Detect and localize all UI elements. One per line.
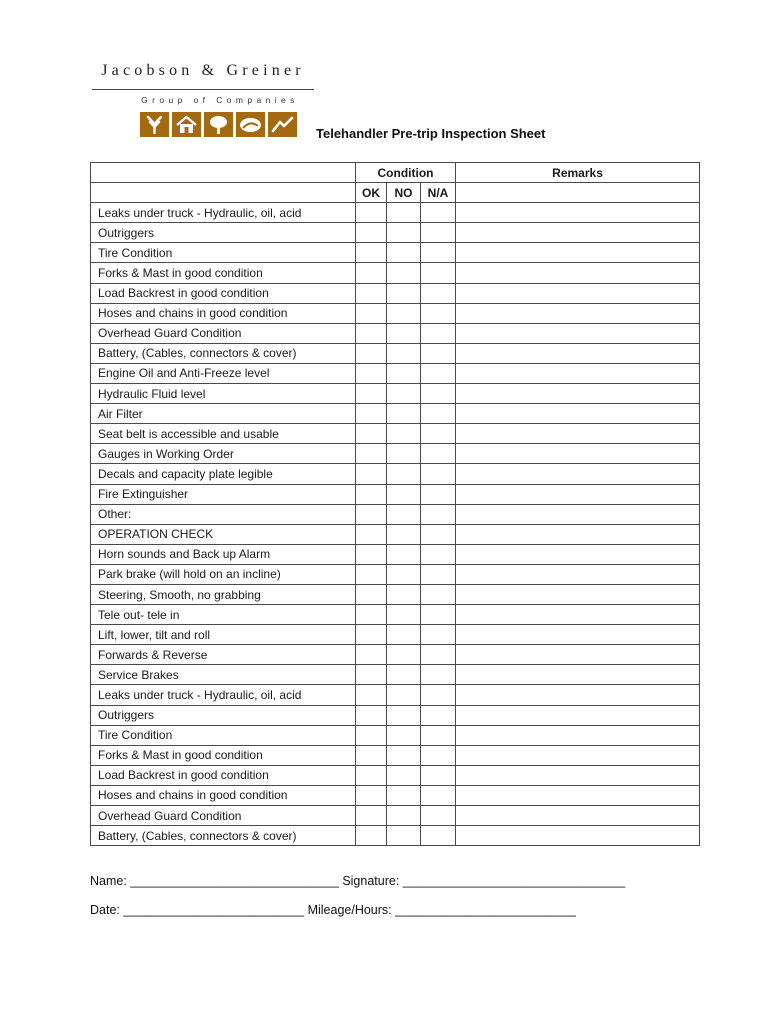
table-row <box>91 564 700 584</box>
remarks-cell[interactable] <box>456 404 700 424</box>
ok-checkbox-cell[interactable] <box>356 605 387 625</box>
remarks-cell[interactable] <box>456 806 700 826</box>
name-signature-line: Name: ______________________________ Signature: ________________________________ <box>90 874 626 888</box>
ok-checkbox-cell[interactable] <box>356 665 387 685</box>
ok-checkbox-cell[interactable] <box>356 223 387 243</box>
remarks-cell[interactable] <box>456 785 700 805</box>
na-checkbox-cell[interactable] <box>421 484 456 504</box>
ok-checkbox-cell[interactable] <box>356 685 387 705</box>
condition-header: Condition <box>356 163 456 183</box>
ok-checkbox-cell[interactable] <box>356 464 387 484</box>
ok-checkbox-cell[interactable] <box>356 544 387 564</box>
header-row-condition <box>91 163 700 183</box>
document-title: Telehandler Pre-trip Inspection Sheet <box>316 126 546 141</box>
inspection-item-label: Hydraulic Fluid level <box>91 384 356 404</box>
remarks-cell[interactable] <box>456 665 700 685</box>
ok-checkbox-cell[interactable] <box>356 343 387 363</box>
no-checkbox-cell[interactable] <box>387 203 421 223</box>
table-row <box>91 826 700 846</box>
ok-checkbox-cell[interactable] <box>356 424 387 444</box>
table-row <box>91 524 700 544</box>
inspection-item-label: Tele out- tele in <box>91 605 356 625</box>
na-checkbox-cell[interactable] <box>421 745 456 765</box>
na-checkbox-cell[interactable] <box>421 584 456 604</box>
remarks-cell[interactable] <box>456 303 700 323</box>
na-checkbox-cell[interactable] <box>421 363 456 383</box>
remarks-cell[interactable] <box>456 223 700 243</box>
no-checkbox-cell[interactable] <box>387 665 421 685</box>
no-checkbox-cell[interactable] <box>387 745 421 765</box>
header-blank-cell <box>91 163 356 183</box>
no-checkbox-cell[interactable] <box>387 645 421 665</box>
table-row <box>91 323 700 343</box>
ok-checkbox-cell[interactable] <box>356 444 387 464</box>
no-checkbox-cell[interactable] <box>387 223 421 243</box>
inspection-item-label: Battery, (Cables, connectors & cover) <box>91 343 356 363</box>
no-checkbox-cell[interactable] <box>387 544 421 564</box>
na-checkbox-cell[interactable] <box>421 404 456 424</box>
inspection-item-label: Steering, Smooth, no grabbing <box>91 584 356 604</box>
table-row <box>91 665 700 685</box>
inspection-item-label: Forks & Mast in good condition <box>91 263 356 283</box>
table-row <box>91 303 700 323</box>
table-row <box>91 243 700 263</box>
remarks-cell[interactable] <box>456 564 700 584</box>
remarks-cell[interactable] <box>456 424 700 444</box>
remarks-cell[interactable] <box>456 444 700 464</box>
remarks-cell[interactable] <box>456 243 700 263</box>
table-row <box>91 444 700 464</box>
ok-checkbox-cell[interactable] <box>356 323 387 343</box>
no-column-header: NO <box>387 183 421 203</box>
table-row <box>91 645 700 665</box>
ok-checkbox-cell[interactable] <box>356 806 387 826</box>
no-checkbox-cell[interactable] <box>387 263 421 283</box>
remarks-cell[interactable] <box>456 765 700 785</box>
no-checkbox-cell[interactable] <box>387 384 421 404</box>
na-column-header: N/A <box>421 183 456 203</box>
na-checkbox-cell[interactable] <box>421 725 456 745</box>
ok-checkbox-cell[interactable] <box>356 203 387 223</box>
na-checkbox-cell[interactable] <box>421 303 456 323</box>
na-checkbox-cell[interactable] <box>421 524 456 544</box>
inspection-item-label: Battery, (Cables, connectors & cover) <box>91 826 356 846</box>
no-checkbox-cell[interactable] <box>387 605 421 625</box>
no-checkbox-cell[interactable] <box>387 363 421 383</box>
table-row <box>91 343 700 363</box>
no-checkbox-cell[interactable] <box>387 705 421 725</box>
inspection-item-label: OPERATION CHECK <box>91 524 356 544</box>
na-checkbox-cell[interactable] <box>421 625 456 645</box>
logo-divider <box>92 89 314 90</box>
table-row <box>91 424 700 444</box>
mountain-icon <box>236 112 265 137</box>
table-row <box>91 806 700 826</box>
inspection-item-label: Hoses and chains in good condition <box>91 303 356 323</box>
na-checkbox-cell[interactable] <box>421 384 456 404</box>
na-checkbox-cell[interactable] <box>421 564 456 584</box>
table-row <box>91 363 700 383</box>
header-blank-cell <box>91 183 356 203</box>
remarks-cell[interactable] <box>456 725 700 745</box>
no-checkbox-cell[interactable] <box>387 303 421 323</box>
house-icon <box>172 112 201 137</box>
inspection-item-label: Overhead Guard Condition <box>91 323 356 343</box>
na-checkbox-cell[interactable] <box>421 605 456 625</box>
ok-checkbox-cell[interactable] <box>356 564 387 584</box>
inspection-item-label: Park brake (will hold on an incline) <box>91 564 356 584</box>
ok-checkbox-cell[interactable] <box>356 645 387 665</box>
company-name: Jacobson & Greiner <box>101 62 305 79</box>
no-checkbox-cell[interactable] <box>387 806 421 826</box>
table-row <box>91 504 700 524</box>
na-checkbox-cell[interactable] <box>421 785 456 805</box>
no-checkbox-cell[interactable] <box>387 584 421 604</box>
remarks-cell[interactable] <box>456 323 700 343</box>
table-row <box>91 625 700 645</box>
no-checkbox-cell[interactable] <box>387 564 421 584</box>
no-checkbox-cell[interactable] <box>387 404 421 424</box>
inspection-item-label: Leaks under truck - Hydraulic, oil, acid <box>91 685 356 705</box>
no-checkbox-cell[interactable] <box>387 524 421 544</box>
ok-checkbox-cell[interactable] <box>356 785 387 805</box>
ok-checkbox-cell[interactable] <box>356 504 387 524</box>
na-checkbox-cell[interactable] <box>421 444 456 464</box>
remarks-cell[interactable] <box>456 263 700 283</box>
na-checkbox-cell[interactable] <box>421 685 456 705</box>
inspection-table <box>90 162 700 846</box>
table-row <box>91 484 700 504</box>
no-checkbox-cell[interactable] <box>387 424 421 444</box>
table-row <box>91 263 700 283</box>
remarks-cell[interactable] <box>456 384 700 404</box>
remarks-cell[interactable] <box>456 745 700 765</box>
inspection-item-label: Tire Condition <box>91 725 356 745</box>
remarks-header-blank <box>456 183 700 203</box>
table-row <box>91 464 700 484</box>
no-checkbox-cell[interactable] <box>387 785 421 805</box>
table-row <box>91 404 700 424</box>
table-row <box>91 223 700 243</box>
inspection-item-label: Gauges in Working Order <box>91 444 356 464</box>
ok-checkbox-cell[interactable] <box>356 826 387 846</box>
header-row-options <box>91 183 700 203</box>
remarks-cell[interactable] <box>456 584 700 604</box>
inspection-item-label: Forwards & Reverse <box>91 645 356 665</box>
table-row <box>91 725 700 745</box>
remarks-cell[interactable] <box>456 685 700 705</box>
na-checkbox-cell[interactable] <box>421 343 456 363</box>
no-checkbox-cell[interactable] <box>387 625 421 645</box>
remarks-cell[interactable] <box>456 343 700 363</box>
no-checkbox-cell[interactable] <box>387 725 421 745</box>
inspection-item-label: Forks & Mast in good condition <box>91 745 356 765</box>
no-checkbox-cell[interactable] <box>387 685 421 705</box>
inspection-item-label: Hoses and chains in good condition <box>91 785 356 805</box>
remarks-cell[interactable] <box>456 464 700 484</box>
no-checkbox-cell[interactable] <box>387 765 421 785</box>
remarks-cell[interactable] <box>456 544 700 564</box>
no-checkbox-cell[interactable] <box>387 243 421 263</box>
table-row <box>91 203 700 223</box>
company-logo <box>92 62 314 105</box>
inspection-item-label: Other: <box>91 504 356 524</box>
remarks-cell[interactable] <box>456 826 700 846</box>
table-row <box>91 584 700 604</box>
ok-checkbox-cell[interactable] <box>356 263 387 283</box>
na-checkbox-cell[interactable] <box>421 806 456 826</box>
table-row <box>91 283 700 303</box>
no-checkbox-cell[interactable] <box>387 826 421 846</box>
ok-checkbox-cell[interactable] <box>356 484 387 504</box>
no-checkbox-cell[interactable] <box>387 323 421 343</box>
no-checkbox-cell[interactable] <box>387 343 421 363</box>
remarks-cell[interactable] <box>456 625 700 645</box>
na-checkbox-cell[interactable] <box>421 765 456 785</box>
table-row <box>91 785 700 805</box>
inspection-item-label: Horn sounds and Back up Alarm <box>91 544 356 564</box>
ok-checkbox-cell[interactable] <box>356 584 387 604</box>
na-checkbox-cell[interactable] <box>421 223 456 243</box>
remarks-cell[interactable] <box>456 524 700 544</box>
na-checkbox-cell[interactable] <box>421 826 456 846</box>
na-checkbox-cell[interactable] <box>421 243 456 263</box>
ok-checkbox-cell[interactable] <box>356 303 387 323</box>
table-row <box>91 745 700 765</box>
table-row <box>91 605 700 625</box>
remarks-cell[interactable] <box>456 203 700 223</box>
inspection-item-label: Engine Oil and Anti-Freeze level <box>91 363 356 383</box>
remarks-cell[interactable] <box>456 504 700 524</box>
ok-checkbox-cell[interactable] <box>356 705 387 725</box>
inspection-item-label: Air Filter <box>91 404 356 424</box>
ok-checkbox-cell[interactable] <box>356 243 387 263</box>
inspection-item-label: Decals and capacity plate legible <box>91 464 356 484</box>
inspection-item-label: Lift, lower, tilt and roll <box>91 625 356 645</box>
chart-icon <box>268 112 297 137</box>
no-checkbox-cell[interactable] <box>387 464 421 484</box>
inspection-item-label: Fire Extinguisher <box>91 484 356 504</box>
inspection-item-label: Leaks under truck - Hydraulic, oil, acid <box>91 203 356 223</box>
ok-checkbox-cell[interactable] <box>356 765 387 785</box>
no-checkbox-cell[interactable] <box>387 484 421 504</box>
ok-column-header: OK <box>356 183 387 203</box>
no-checkbox-cell[interactable] <box>387 283 421 303</box>
tree-icon <box>140 112 169 137</box>
ok-checkbox-cell[interactable] <box>356 725 387 745</box>
remarks-cell[interactable] <box>456 484 700 504</box>
na-checkbox-cell[interactable] <box>421 424 456 444</box>
na-checkbox-cell[interactable] <box>421 263 456 283</box>
na-checkbox-cell[interactable] <box>421 645 456 665</box>
remarks-cell[interactable] <box>456 363 700 383</box>
table-row <box>91 544 700 564</box>
table-row <box>91 384 700 404</box>
remarks-cell[interactable] <box>456 605 700 625</box>
na-checkbox-cell[interactable] <box>421 504 456 524</box>
ok-checkbox-cell[interactable] <box>356 363 387 383</box>
ok-checkbox-cell[interactable] <box>356 524 387 544</box>
na-checkbox-cell[interactable] <box>421 544 456 564</box>
ok-checkbox-cell[interactable] <box>356 404 387 424</box>
inspection-item-label: Outriggers <box>91 223 356 243</box>
remarks-header: Remarks <box>456 163 700 183</box>
no-checkbox-cell[interactable] <box>387 504 421 524</box>
ok-checkbox-cell[interactable] <box>356 625 387 645</box>
date-mileage-line: Date: __________________________ Mileage/Hours: __________________________ <box>90 903 576 917</box>
table-row <box>91 705 700 725</box>
inspection-item-label: Load Backrest in good condition <box>91 283 356 303</box>
ok-checkbox-cell[interactable] <box>356 283 387 303</box>
na-checkbox-cell[interactable] <box>421 665 456 685</box>
inspection-item-label: Service Brakes <box>91 665 356 685</box>
table-row <box>91 685 700 705</box>
inspection-item-label: Tire Condition <box>91 243 356 263</box>
na-checkbox-cell[interactable] <box>421 705 456 725</box>
inspection-item-label: Outriggers <box>91 705 356 725</box>
na-checkbox-cell[interactable] <box>421 323 456 343</box>
remarks-cell[interactable] <box>456 705 700 725</box>
ok-checkbox-cell[interactable] <box>356 745 387 765</box>
ok-checkbox-cell[interactable] <box>356 384 387 404</box>
inspection-item-label: Load Backrest in good condition <box>91 765 356 785</box>
logo-icon-row <box>140 112 297 137</box>
tree-round-icon <box>204 112 233 137</box>
remarks-cell[interactable] <box>456 645 700 665</box>
remarks-cell[interactable] <box>456 283 700 303</box>
na-checkbox-cell[interactable] <box>421 203 456 223</box>
na-checkbox-cell[interactable] <box>421 464 456 484</box>
table-row <box>91 765 700 785</box>
company-subtitle: Group of Companies <box>141 95 299 105</box>
no-checkbox-cell[interactable] <box>387 444 421 464</box>
inspection-item-label: Overhead Guard Condition <box>91 806 356 826</box>
inspection-item-label: Seat belt is accessible and usable <box>91 424 356 444</box>
na-checkbox-cell[interactable] <box>421 283 456 303</box>
